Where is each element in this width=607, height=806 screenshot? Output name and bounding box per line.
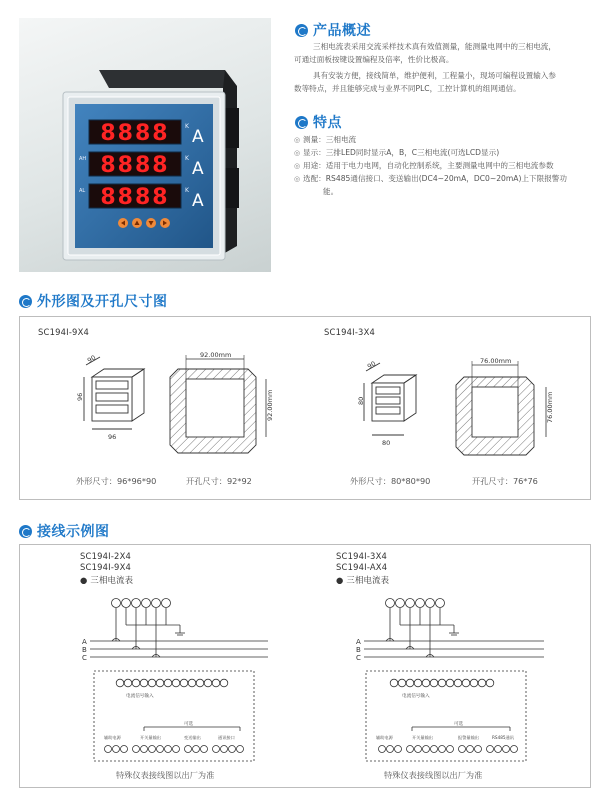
section-bullet-icon xyxy=(295,116,308,129)
terminal-group-label: RS485通讯 xyxy=(492,735,514,740)
section-heading-overview: 产品概述 xyxy=(295,20,371,40)
svg-text:80: 80 xyxy=(357,396,365,405)
terminal-group-label: 辅助电源 xyxy=(104,735,121,740)
feature-item: ◎ 选配：RS485通信接口、变送输出(DC4~20mA，DC0~20mA)上下限报警功 xyxy=(294,174,567,183)
dim-caption: 外形尺寸：96*96*90 xyxy=(76,476,157,486)
meter-digits-1: 8888 xyxy=(100,121,170,146)
dim-caption: 开孔尺寸：76*76 xyxy=(472,476,538,486)
svg-text:A: A xyxy=(192,191,204,211)
wiring-type-right: ● 三相电流表 xyxy=(336,575,390,585)
overview-line: 三相电流表采用交流采样技术真有效值测量，能测量电网中的三相电流， xyxy=(313,42,556,51)
terminal-group-label: 通讯接口 xyxy=(218,735,235,740)
section-bullet-icon xyxy=(295,24,308,37)
svg-text:96: 96 xyxy=(108,433,117,441)
svg-text:K: K xyxy=(185,123,189,130)
meter-row-label-al: AL xyxy=(79,188,86,194)
svg-text:B: B xyxy=(356,646,361,654)
svg-text:96: 96 xyxy=(76,392,84,401)
dimension-drawings xyxy=(20,317,592,501)
overview-line: 具有安装方便，接线简单，维护便利，工程量小，现场可编程设置输入参 xyxy=(313,71,556,80)
product-photo xyxy=(19,18,271,272)
svg-text:92.00mm: 92.00mm xyxy=(266,389,274,421)
wiring-note-right: 特殊仪表接线图以出厂为准 xyxy=(384,770,483,780)
terminal-group-label: 开关量输出 xyxy=(140,735,161,740)
meter-row-label-ah: AH xyxy=(79,156,87,162)
section-bullet-icon xyxy=(19,295,32,308)
wiring-panel xyxy=(19,544,591,788)
dim-model-left: SC194I-9X4 xyxy=(38,327,90,337)
wiring-note-left: 特殊仪表接线图以出厂为准 xyxy=(116,770,215,780)
terminal-group-label: 变送输出 xyxy=(184,735,201,740)
svg-text:90: 90 xyxy=(366,359,378,371)
terminal-group-label: 开关量输出 xyxy=(412,735,433,740)
svg-text:76.00mm: 76.00mm xyxy=(546,391,554,423)
svg-text:A: A xyxy=(356,638,361,646)
svg-text:C: C xyxy=(356,654,361,662)
optional-label: 可选 xyxy=(184,722,194,727)
dim-model-right: SC194I-3X4 xyxy=(324,327,376,337)
feature-item: ◎ 显示：三排LED同时显示A，B，C三相电流(可选LCD显示) xyxy=(294,148,500,157)
phase-label-b: B xyxy=(82,646,87,654)
input-label: 电流信号输入 xyxy=(126,694,154,699)
terminal-group-label: 报警量输出 xyxy=(458,735,479,740)
input-label: 电流信号输入 xyxy=(402,694,430,699)
meter-unit-a: A xyxy=(192,127,204,147)
circle-bullet-icon: ◎ xyxy=(294,149,301,157)
dim-caption: 开孔尺寸：92*92 xyxy=(186,476,252,486)
feature-item: ◎ 用途：适用于电力电网，自动化控制系统，主要测量电网中的三相电流参数 xyxy=(294,161,554,170)
feature-item-cont: 能。 xyxy=(323,187,339,196)
overview-line: 可通过面板按键设置编程及倍率，性价比极高。 xyxy=(294,55,454,64)
svg-text:80: 80 xyxy=(382,439,391,447)
section-bullet-icon xyxy=(19,525,32,538)
section-heading-wiring: 接线示例图 xyxy=(19,521,110,541)
svg-text:可选: 可选 xyxy=(454,722,464,727)
terminal-group-label: 辅助电源 xyxy=(376,735,393,740)
wiring-model-left-2: SC194I-9X4 xyxy=(80,562,132,572)
svg-text:90: 90 xyxy=(86,353,98,365)
overview-line: 数等特点，并且能够完成与业界不同PLC，工控计算机的组网通信。 xyxy=(294,84,521,93)
dim-caption: 外形尺寸：80*80*90 xyxy=(350,476,431,486)
wiring-model-left-1: SC194I-2X4 xyxy=(80,551,132,561)
meter-digits-3: 8888 xyxy=(100,185,170,210)
section-heading-features: 特点 xyxy=(295,112,342,132)
phase-label-c: C xyxy=(82,654,87,662)
feature-item: ◎ 测量：三相电流 xyxy=(294,135,357,144)
wiring-diagrams xyxy=(20,545,592,789)
meter-digits-2: 8888 xyxy=(100,153,170,178)
phase-label-a: A xyxy=(82,638,87,646)
circle-bullet-icon: ◎ xyxy=(294,175,301,183)
circle-bullet-icon: ◎ xyxy=(294,162,301,170)
svg-text:76.00mm: 76.00mm xyxy=(480,357,512,365)
section-heading-dimensions: 外形图及开孔尺寸图 xyxy=(19,291,168,311)
svg-text:K: K xyxy=(185,187,189,194)
wiring-model-right-2: SC194I-AX4 xyxy=(336,562,388,572)
svg-text:K: K xyxy=(185,155,189,162)
wiring-model-right-1: SC194I-3X4 xyxy=(336,551,388,561)
svg-text:A: A xyxy=(192,159,204,179)
svg-text:92.00mm: 92.00mm xyxy=(200,351,232,359)
wiring-type-left: ● 三相电流表 xyxy=(80,575,134,585)
circle-bullet-icon: ◎ xyxy=(294,136,301,144)
dimensions-panel xyxy=(19,316,591,500)
